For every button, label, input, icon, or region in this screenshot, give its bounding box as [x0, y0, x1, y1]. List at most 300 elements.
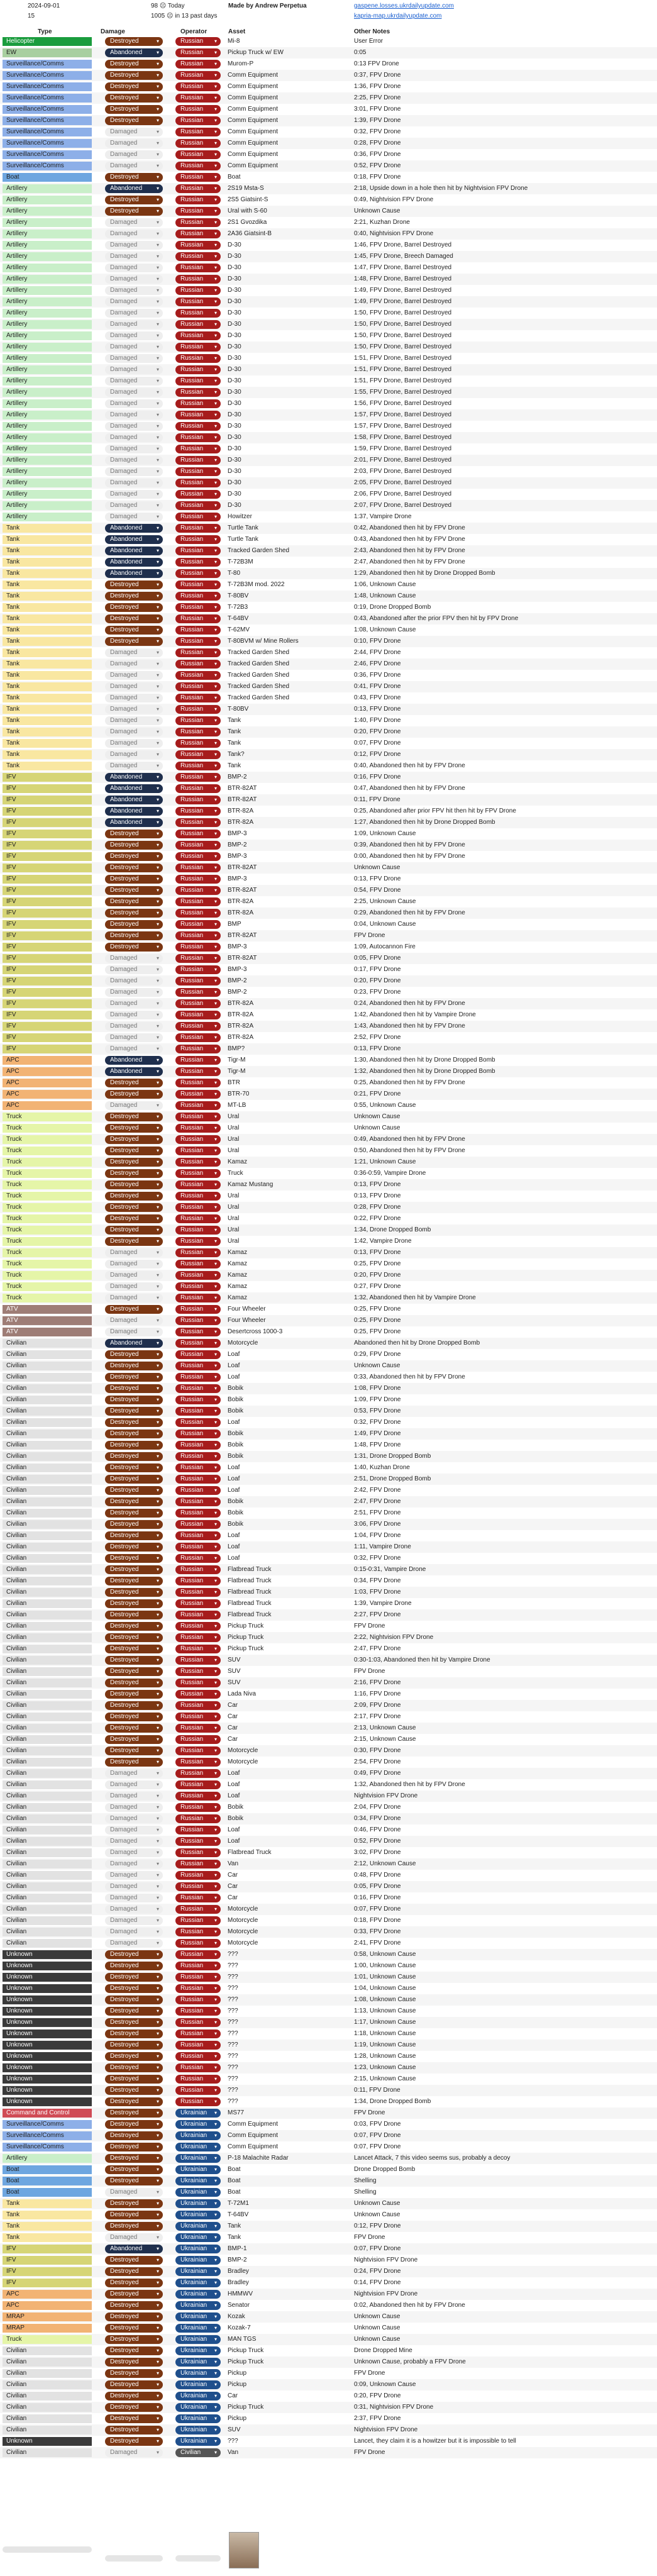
damage-dropdown[interactable] [105, 1146, 163, 1155]
type-cell[interactable]: Surveillance/Comms [3, 60, 92, 69]
damage-dropdown[interactable] [105, 1079, 163, 1087]
notes-cell[interactable]: 0:03, FPV Drone [354, 2121, 401, 2128]
asset-cell[interactable]: ??? [228, 1962, 238, 1969]
operator-dropdown[interactable] [175, 1769, 221, 1778]
asset-cell[interactable]: BTR-82A [228, 819, 254, 826]
asset-cell[interactable]: ??? [228, 2087, 238, 2094]
operator-dropdown[interactable] [175, 818, 221, 827]
type-cell[interactable]: Civilian [3, 1441, 92, 1450]
operator-dropdown[interactable] [175, 637, 221, 646]
operator-dropdown[interactable] [175, 116, 221, 125]
asset-cell[interactable]: Flatbread Truck [228, 1600, 272, 1607]
asset-cell[interactable]: BTR-82A [228, 1034, 254, 1041]
operator-dropdown[interactable] [175, 94, 221, 103]
asset-cell[interactable]: Motorcycle [228, 1340, 258, 1346]
operator-dropdown[interactable] [175, 931, 221, 940]
notes-cell[interactable]: 1:17, Unknown Cause [354, 2019, 416, 2026]
notes-cell[interactable]: 2:15, Unknown Cause [354, 2075, 416, 2082]
asset-cell[interactable]: Four Wheeler [228, 1317, 266, 1324]
damage-dropdown[interactable] [105, 230, 163, 238]
damage-dropdown[interactable] [105, 535, 163, 544]
type-cell[interactable]: Civilian [3, 1531, 92, 1540]
asset-cell[interactable]: D-30 [228, 491, 241, 497]
asset-cell[interactable]: D-30 [228, 275, 241, 282]
notes-cell[interactable]: 1:46, FPV Drone, Barrel Destroyed [354, 242, 452, 248]
operator-dropdown[interactable] [175, 524, 221, 533]
notes-cell[interactable]: 2:03, FPV Drone, Barrel Destroyed [354, 468, 452, 475]
asset-cell[interactable]: Bobik [228, 1498, 244, 1505]
operator-dropdown[interactable] [175, 2414, 221, 2423]
notes-cell[interactable]: 0:20, FPV Drone [354, 977, 401, 984]
damage-dropdown[interactable] [105, 2211, 163, 2219]
type-cell[interactable]: Civilian [3, 1645, 92, 1653]
asset-cell[interactable]: Pickup [228, 2415, 247, 2422]
type-cell[interactable]: Unknown [3, 1996, 92, 2004]
asset-cell[interactable]: BTR-70 [228, 1091, 250, 1097]
operator-dropdown[interactable] [175, 2335, 221, 2344]
type-cell[interactable]: IFV [3, 852, 92, 861]
operator-dropdown[interactable] [175, 2392, 221, 2401]
damage-dropdown[interactable] [105, 1803, 163, 1812]
type-cell[interactable]: IFV [3, 863, 92, 872]
operator-dropdown[interactable] [175, 1158, 221, 1167]
operator-dropdown[interactable] [175, 196, 221, 204]
type-cell[interactable]: IFV [3, 1045, 92, 1053]
type-cell[interactable]: Civilian [3, 1769, 92, 1778]
notes-cell[interactable]: 0:48, FPV Drone [354, 1872, 401, 1879]
notes-cell[interactable]: 1:49, FPV Drone, Barrel Destroyed [354, 298, 452, 305]
asset-cell[interactable]: HMMWV [228, 2290, 253, 2297]
operator-dropdown[interactable] [175, 1418, 221, 1427]
operator-dropdown[interactable] [175, 1645, 221, 1653]
notes-cell[interactable]: 2:51, Drone Dropped Bomb [354, 1475, 431, 1482]
asset-cell[interactable]: ??? [228, 1996, 238, 2003]
type-cell[interactable]: Civilian [3, 1475, 92, 1484]
type-cell[interactable]: Civilian [3, 1418, 92, 1427]
damage-dropdown[interactable] [105, 1169, 163, 1178]
operator-dropdown[interactable] [175, 1826, 221, 1835]
type-cell[interactable]: Unknown [3, 2097, 92, 2106]
operator-dropdown[interactable] [175, 1192, 221, 1201]
asset-cell[interactable]: Pickup Truck [228, 2404, 264, 2411]
type-cell[interactable]: Tank [3, 648, 92, 657]
asset-cell[interactable]: Pickup [228, 2381, 247, 2388]
asset-cell[interactable]: Ural [228, 1215, 240, 1222]
type-cell[interactable]: Civilian [3, 2346, 92, 2355]
header-link-losses[interactable]: gaspene.losses.ukrdailyupdate.com [354, 3, 454, 9]
asset-cell[interactable]: SUV [228, 2426, 241, 2433]
damage-dropdown[interactable] [105, 1814, 163, 1823]
notes-cell[interactable]: 0:28, FPV Drone [354, 140, 401, 147]
operator-dropdown[interactable] [175, 2256, 221, 2265]
operator-dropdown[interactable] [175, 592, 221, 601]
type-cell[interactable]: Civilian [3, 1509, 92, 1518]
operator-dropdown[interactable] [175, 1090, 221, 1099]
operator-dropdown[interactable] [175, 1033, 221, 1042]
damage-dropdown[interactable] [105, 173, 163, 182]
asset-cell[interactable]: Flatbread Truck [228, 1577, 272, 1584]
damage-dropdown[interactable] [105, 2358, 163, 2367]
damage-dropdown[interactable] [105, 1362, 163, 1370]
type-cell[interactable]: APC [3, 1101, 92, 1110]
notes-cell[interactable]: 0:33, FPV Drone [354, 1928, 401, 1935]
asset-cell[interactable]: Tank [228, 740, 241, 747]
notes-cell[interactable]: 2:27, FPV Drone [354, 1611, 401, 1618]
operator-dropdown[interactable] [175, 2324, 221, 2333]
notes-cell[interactable]: 0:05, FPV Drone [354, 1883, 401, 1890]
type-cell[interactable]: Tank [3, 614, 92, 623]
damage-dropdown[interactable] [105, 388, 163, 397]
asset-cell[interactable]: BMP-1 [228, 2245, 247, 2252]
operator-dropdown[interactable] [175, 2018, 221, 2027]
damage-dropdown[interactable] [105, 1463, 163, 1472]
operator-dropdown[interactable] [175, 365, 221, 374]
asset-cell[interactable]: Kamaz [228, 1260, 248, 1267]
type-cell[interactable]: IFV [3, 977, 92, 985]
damage-dropdown[interactable] [105, 660, 163, 669]
type-cell[interactable]: Artillery [3, 365, 92, 374]
asset-cell[interactable]: Bobik [228, 1521, 244, 1528]
type-cell[interactable]: Tank [3, 739, 92, 748]
notes-cell[interactable]: 1:34, Drone Dropped Bomb [354, 1226, 431, 1233]
type-cell[interactable]: Civilian [3, 1611, 92, 1619]
asset-cell[interactable]: Car [228, 1724, 238, 1731]
asset-cell[interactable]: ??? [228, 2438, 238, 2445]
asset-cell[interactable]: ??? [228, 2041, 238, 2048]
type-cell[interactable]: Civilian [3, 1339, 92, 1348]
type-cell[interactable]: Civilian [3, 2380, 92, 2389]
asset-cell[interactable]: ??? [228, 2075, 238, 2082]
damage-dropdown[interactable] [105, 2256, 163, 2265]
asset-cell[interactable]: Tigr-M [228, 1068, 246, 1075]
type-cell[interactable]: Tank [3, 750, 92, 759]
damage-dropdown[interactable] [105, 1384, 163, 1393]
asset-cell[interactable]: Murom-P [228, 60, 254, 67]
asset-cell[interactable]: BMP? [228, 1045, 245, 1052]
notes-cell[interactable]: 2:01, FPV Drone, Barrel Destroyed [354, 457, 452, 464]
type-cell[interactable]: Tank [3, 694, 92, 702]
notes-cell[interactable]: 0:29, FPV Drone [354, 1351, 401, 1358]
asset-cell[interactable]: D-30 [228, 502, 241, 509]
notes-cell[interactable]: 0:53, FPV Drone [354, 1407, 401, 1414]
operator-dropdown[interactable] [175, 2358, 221, 2367]
type-cell[interactable]: Civilian [3, 1848, 92, 1857]
asset-cell[interactable]: Kamaz [228, 1294, 248, 1301]
notes-cell[interactable]: 2:25, Unknown Cause [354, 898, 416, 905]
notes-cell[interactable]: 0:24, FPV Drone [354, 2268, 401, 2275]
type-cell[interactable]: Truck [3, 1192, 92, 1201]
damage-dropdown[interactable] [105, 1565, 163, 1574]
notes-cell[interactable]: 2:17, FPV Drone [354, 1713, 401, 1720]
damage-dropdown[interactable] [105, 2301, 163, 2310]
operator-dropdown[interactable] [175, 1328, 221, 1336]
operator-dropdown[interactable] [175, 264, 221, 272]
operator-dropdown[interactable] [175, 2131, 221, 2140]
asset-cell[interactable]: Mi-8 [228, 38, 240, 45]
damage-dropdown[interactable] [105, 116, 163, 125]
asset-cell[interactable]: Kozak-7 [228, 2324, 251, 2331]
notes-cell[interactable]: 1:45, FPV Drone, Breech Damaged [354, 253, 453, 260]
type-cell[interactable]: Surveillance/Comms [3, 2143, 92, 2151]
notes-cell[interactable]: 0:32, FPV Drone [354, 128, 401, 135]
notes-cell[interactable]: 0:39, Abandoned then hit by FPV Drone [354, 841, 465, 848]
operator-dropdown[interactable] [175, 82, 221, 91]
asset-cell[interactable]: Bobik [228, 1453, 244, 1460]
operator-dropdown[interactable] [175, 660, 221, 669]
empty-operator-cell[interactable] [175, 2555, 221, 2562]
operator-dropdown[interactable] [175, 1169, 221, 1178]
type-cell[interactable]: Civilian [3, 2392, 92, 2401]
operator-dropdown[interactable] [175, 1622, 221, 1631]
asset-cell[interactable]: Tracked Garden Shed [228, 672, 290, 679]
damage-dropdown[interactable] [105, 807, 163, 816]
damage-dropdown[interactable] [105, 739, 163, 748]
damage-dropdown[interactable] [105, 1486, 163, 1495]
damage-dropdown[interactable] [105, 1237, 163, 1246]
notes-cell[interactable]: 1:11, Vampire Drone [354, 1543, 411, 1550]
type-cell[interactable]: IFV [3, 2256, 92, 2265]
asset-cell[interactable]: Motorcycle [228, 1747, 258, 1754]
damage-dropdown[interactable] [105, 2380, 163, 2389]
notes-cell[interactable]: 0:13, FPV Drone [354, 706, 401, 713]
notes-cell[interactable]: 0:07, FPV Drone [354, 2245, 401, 2252]
damage-dropdown[interactable] [105, 2290, 163, 2299]
notes-cell[interactable]: 0:19, Drone Dropped Bomb [354, 604, 431, 611]
type-cell[interactable]: APC [3, 1056, 92, 1065]
damage-dropdown[interactable] [105, 1260, 163, 1269]
notes-cell[interactable]: 0:16, FPV Drone [354, 1894, 401, 1901]
type-cell[interactable]: Surveillance/Comms [3, 94, 92, 103]
asset-cell[interactable]: BTR-82A [228, 1000, 254, 1007]
type-cell[interactable]: Civilian [3, 1565, 92, 1574]
notes-cell[interactable]: 0:55, Unknown Cause [354, 1102, 416, 1109]
asset-cell[interactable]: Motorcycle [228, 1906, 258, 1913]
damage-dropdown[interactable] [105, 897, 163, 906]
notes-cell[interactable]: 1:49, FPV Drone, Barrel Destroyed [354, 287, 452, 294]
operator-dropdown[interactable] [175, 1667, 221, 1676]
damage-dropdown[interactable] [105, 252, 163, 261]
damage-dropdown[interactable] [105, 1667, 163, 1676]
type-cell[interactable]: IFV [3, 931, 92, 940]
damage-dropdown[interactable] [105, 1690, 163, 1699]
asset-cell[interactable]: Car [228, 1736, 238, 1743]
asset-cell[interactable]: Ural [228, 1124, 240, 1131]
type-cell[interactable]: Truck [3, 1203, 92, 1212]
operator-dropdown[interactable] [175, 241, 221, 250]
type-cell[interactable]: Boat [3, 173, 92, 182]
asset-cell[interactable]: D-30 [228, 479, 241, 486]
damage-dropdown[interactable] [105, 1724, 163, 1733]
damage-dropdown[interactable] [105, 286, 163, 295]
asset-cell[interactable]: Pickup Truck [228, 2358, 264, 2365]
notes-cell[interactable]: Unknown Cause [354, 1113, 400, 1120]
notes-cell[interactable]: 1:57, FPV Drone, Barrel Destroyed [354, 423, 452, 430]
damage-dropdown[interactable] [105, 705, 163, 714]
type-cell[interactable]: Artillery [3, 513, 92, 521]
asset-cell[interactable]: BTR-82A [228, 1011, 254, 1018]
notes-cell[interactable]: 1:36, FPV Drone [354, 83, 401, 90]
asset-cell[interactable]: Tank? [228, 751, 245, 758]
asset-cell[interactable]: Motorcycle [228, 1940, 258, 1946]
notes-cell[interactable]: 2:46, FPV Drone [354, 660, 401, 667]
operator-dropdown[interactable] [175, 2437, 221, 2446]
operator-dropdown[interactable] [175, 954, 221, 963]
asset-cell[interactable]: Bradley [228, 2279, 249, 2286]
notes-cell[interactable]: 0:12, FPV Drone [354, 751, 401, 758]
damage-dropdown[interactable] [105, 728, 163, 736]
operator-dropdown[interactable] [175, 1146, 221, 1155]
damage-dropdown[interactable] [105, 1180, 163, 1189]
damage-dropdown[interactable] [105, 207, 163, 216]
type-cell[interactable]: Unknown [3, 1962, 92, 1970]
type-cell[interactable]: MRAP [3, 2312, 92, 2321]
empty-damage-cell[interactable] [105, 2555, 163, 2562]
asset-cell[interactable]: T-64BV [228, 615, 249, 622]
type-cell[interactable]: IFV [3, 999, 92, 1008]
asset-cell[interactable]: Loaf [228, 1838, 240, 1845]
type-cell[interactable]: Surveillance/Comms [3, 116, 92, 125]
operator-dropdown[interactable] [175, 1746, 221, 1755]
notes-cell[interactable]: 0:02, Abandoned then hit by FPV Drone [354, 2302, 465, 2309]
type-cell[interactable]: Artillery [3, 445, 92, 453]
type-cell[interactable]: Civilian [3, 1633, 92, 1642]
operator-dropdown[interactable] [175, 1101, 221, 1110]
damage-dropdown[interactable] [105, 1418, 163, 1427]
type-cell[interactable]: APC [3, 1079, 92, 1087]
operator-dropdown[interactable] [175, 1679, 221, 1687]
notes-cell[interactable]: Unknown Cause [354, 208, 400, 214]
damage-dropdown[interactable] [105, 1509, 163, 1518]
operator-dropdown[interactable] [175, 1848, 221, 1857]
operator-dropdown[interactable] [175, 218, 221, 227]
notes-cell[interactable]: Unknown Cause [354, 2324, 400, 2331]
operator-dropdown[interactable] [175, 1871, 221, 1880]
damage-dropdown[interactable] [105, 490, 163, 499]
type-cell[interactable]: Civilian [3, 1701, 92, 1710]
asset-cell[interactable]: Turtle Tank [228, 525, 258, 531]
notes-cell[interactable]: Drone Dropped Mine [354, 2347, 412, 2354]
notes-cell[interactable]: 0:13 FPV Drone [354, 60, 399, 67]
operator-dropdown[interactable] [175, 807, 221, 816]
asset-cell[interactable]: MS77 [228, 2109, 245, 2116]
operator-dropdown[interactable] [175, 467, 221, 476]
type-cell[interactable]: IFV [3, 897, 92, 906]
operator-dropdown[interactable] [175, 580, 221, 589]
type-cell[interactable]: Artillery [3, 184, 92, 193]
asset-cell[interactable]: Comm Equipment [228, 128, 279, 135]
operator-dropdown[interactable] [175, 1611, 221, 1619]
damage-dropdown[interactable] [105, 2075, 163, 2084]
type-cell[interactable]: Surveillance/Comms [3, 105, 92, 114]
damage-dropdown[interactable] [105, 1452, 163, 1461]
notes-cell[interactable]: Nightvision FPV Drone [354, 2290, 418, 2297]
asset-cell[interactable]: BTR-82A [228, 909, 254, 916]
notes-cell[interactable]: 0:31, Nightvision FPV Drone [354, 2404, 434, 2411]
operator-dropdown[interactable] [175, 750, 221, 759]
notes-cell[interactable]: 2:07, FPV Drone, Barrel Destroyed [354, 502, 452, 509]
damage-dropdown[interactable] [105, 2426, 163, 2434]
operator-dropdown[interactable] [175, 1475, 221, 1484]
asset-cell[interactable]: D-30 [228, 298, 241, 305]
damage-dropdown[interactable] [105, 1577, 163, 1585]
damage-dropdown[interactable] [105, 1554, 163, 1563]
type-cell[interactable]: Civilian [3, 1497, 92, 1506]
damage-dropdown[interactable] [105, 1248, 163, 1257]
notes-cell[interactable]: 0:25, FPV Drone [354, 1306, 401, 1313]
notes-cell[interactable]: 0:58, Unknown Cause [354, 1951, 416, 1958]
damage-dropdown[interactable] [105, 2279, 163, 2287]
notes-cell[interactable]: 0:12, FPV Drone [354, 2223, 401, 2229]
operator-dropdown[interactable] [175, 1135, 221, 1144]
operator-dropdown[interactable] [175, 1294, 221, 1302]
asset-cell[interactable]: Tracked Garden Shed [228, 683, 290, 690]
damage-dropdown[interactable] [105, 456, 163, 465]
notes-cell[interactable]: 1:57, FPV Drone, Barrel Destroyed [354, 411, 452, 418]
operator-dropdown[interactable] [175, 2143, 221, 2151]
asset-cell[interactable]: BTR-82AT [228, 932, 257, 939]
notes-cell[interactable]: 1:39, Vampire Drone [354, 1600, 412, 1607]
notes-cell[interactable]: Abandoned then hit by Drone Dropped Bomb [354, 1340, 480, 1346]
damage-dropdown[interactable] [105, 2233, 163, 2242]
damage-dropdown[interactable] [105, 1848, 163, 1857]
type-cell[interactable]: IFV [3, 2267, 92, 2276]
notes-cell[interactable]: 2:43, Abandoned then hit by FPV Drone [354, 547, 465, 554]
damage-dropdown[interactable] [105, 1543, 163, 1552]
notes-cell[interactable]: 1:18, Unknown Cause [354, 2030, 416, 2037]
type-cell[interactable]: Unknown [3, 2007, 92, 2016]
asset-cell[interactable]: Flatbread Truck [228, 1611, 272, 1618]
asset-cell[interactable]: BMP-2 [228, 2257, 247, 2263]
type-cell[interactable]: Artillery [3, 218, 92, 227]
operator-dropdown[interactable] [175, 2279, 221, 2287]
notes-cell[interactable]: Unknown Cause, probably a FPV Drone [354, 2358, 466, 2365]
asset-cell[interactable]: 2S1 Gvozdika [228, 219, 267, 226]
damage-dropdown[interactable] [105, 264, 163, 272]
type-cell[interactable]: IFV [3, 807, 92, 816]
type-cell[interactable]: Civilian [3, 1588, 92, 1597]
operator-dropdown[interactable] [175, 1260, 221, 1269]
type-cell[interactable]: MRAP [3, 2324, 92, 2333]
type-cell[interactable]: Artillery [3, 207, 92, 216]
damage-dropdown[interactable] [105, 479, 163, 487]
notes-cell[interactable]: 2:06, FPV Drone, Barrel Destroyed [354, 491, 452, 497]
damage-dropdown[interactable] [105, 648, 163, 657]
notes-cell[interactable]: FPV Drone [354, 2370, 385, 2377]
notes-cell[interactable]: 1:08, Unknown Cause [354, 1996, 416, 2003]
operator-dropdown[interactable] [175, 1305, 221, 1314]
notes-cell[interactable]: FPV Drone [354, 2449, 385, 2456]
operator-dropdown[interactable] [175, 1350, 221, 1359]
operator-dropdown[interactable] [175, 648, 221, 657]
notes-cell[interactable]: 0:13, FPV Drone [354, 1045, 401, 1052]
operator-dropdown[interactable] [175, 603, 221, 612]
notes-cell[interactable]: 1:39, FPV Drone [354, 117, 401, 124]
asset-cell[interactable]: Kamaz Mustang [228, 1181, 273, 1188]
type-cell[interactable]: Civilian [3, 1463, 92, 1472]
notes-cell[interactable]: 0:46, FPV Drone [354, 1826, 401, 1833]
type-cell[interactable]: Truck [3, 1282, 92, 1291]
damage-dropdown[interactable] [105, 830, 163, 838]
operator-dropdown[interactable] [175, 1214, 221, 1223]
notes-cell[interactable]: 3:06, FPV Drone [354, 1521, 401, 1528]
asset-cell[interactable]: Bobik [228, 1407, 244, 1414]
notes-cell[interactable]: 0:05 [354, 49, 367, 56]
damage-dropdown[interactable] [105, 818, 163, 827]
damage-dropdown[interactable] [105, 2245, 163, 2253]
operator-dropdown[interactable] [175, 1860, 221, 1868]
damage-dropdown[interactable] [105, 1780, 163, 1789]
damage-dropdown[interactable] [105, 377, 163, 386]
